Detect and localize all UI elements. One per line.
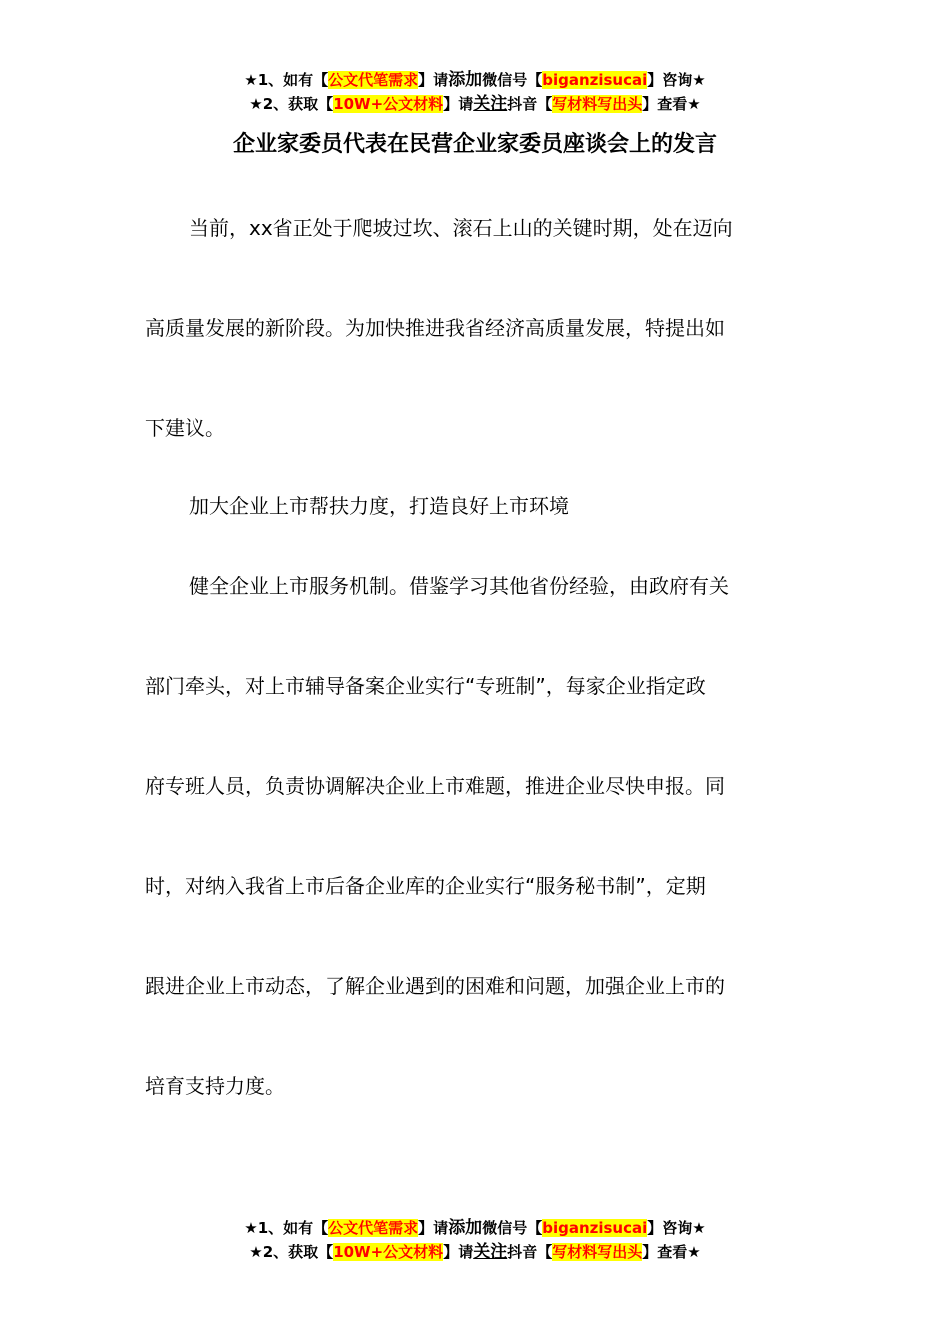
star-icon: ★ [249,1243,263,1261]
highlight-wechat-id: biganzisucai [542,71,648,89]
banner-line-1 [0,68,950,92]
document-title: 企业家委员代表在民营企业家委员座谈会上的发言 [232,132,717,157]
highlight-douyin-account: 写材料写出头 [552,1243,643,1261]
banner-emphasis: 添加 [448,1218,483,1238]
banner-text: 】咨询★ [647,1219,706,1237]
text-line: 跟进企业上市动态，了解企业遇到的困难和问题，加强企业上市的 [145,974,725,998]
text-line: 时，对纳入我省上市后备企业库的企业实行“服务秘书制”，定期 [145,874,706,898]
banner-line-1 [0,1216,950,1240]
banner-line-2 [0,92,950,116]
banner-text: 】查看★ [642,1243,701,1261]
banner-text: 微信号【 [482,71,543,89]
banner-text: 1、如有【 [257,71,329,89]
banner-text: 抖音【 [507,1243,553,1261]
highlight-douyin-account: 写材料写出头 [552,95,643,113]
star-icon: ★ [244,71,258,89]
banner-emphasis: 关注 [473,94,508,114]
text-line: 下建议。 [145,416,225,440]
heading-text: 加大企业上市帮扶力度，打造良好上市环境 [189,494,569,518]
text-line: 高质量发展的新阶段。为加快推进我省经济高质量发展，特提出如 [145,316,725,340]
banner-text: 2、获取【 [262,1243,334,1261]
footer-banner [0,1216,950,1264]
banner-text: 1、如有【 [257,1219,329,1237]
highlight-wechat-id: biganzisucai [542,1219,648,1237]
highlight-service: 公文代笔需求 [328,1219,419,1237]
banner-text: 】查看★ [642,95,701,113]
banner-text: 】请 [443,1243,474,1261]
text-line: 当前，xx省正处于爬坡过坎、滚石上山的关键时期，处在迈向 [189,216,733,240]
banner-text: 抖音【 [507,95,553,113]
banner-text: 】咨询★ [647,71,706,89]
highlight-service: 公文代笔需求 [328,71,419,89]
banner-emphasis: 添加 [448,70,483,90]
header-banner [0,68,950,116]
banner-text: 微信号【 [482,1219,543,1237]
text-line: 府专班人员，负责协调解决企业上市难题，推进企业尽快申报。同 [145,774,725,798]
star-icon: ★ [249,95,263,113]
text-line: 健全企业上市服务机制。借鉴学习其他省份经验，由政府有关 [189,574,729,598]
banner-emphasis: 关注 [473,1242,508,1262]
banner-line-2 [0,1240,950,1264]
text-line: 培育支持力度。 [145,1074,285,1098]
highlight-materials: 10W+公文材料 [333,1243,444,1261]
banner-text: 】请 [418,1219,449,1237]
text-line: 部门牵头，对上市辅导备案企业实行“专班制”，每家企业指定政 [145,674,706,698]
highlight-materials: 10W+公文材料 [333,95,444,113]
banner-text: 】请 [443,95,474,113]
banner-text: 】请 [418,71,449,89]
star-icon: ★ [244,1219,258,1237]
banner-text: 2、获取【 [262,95,334,113]
